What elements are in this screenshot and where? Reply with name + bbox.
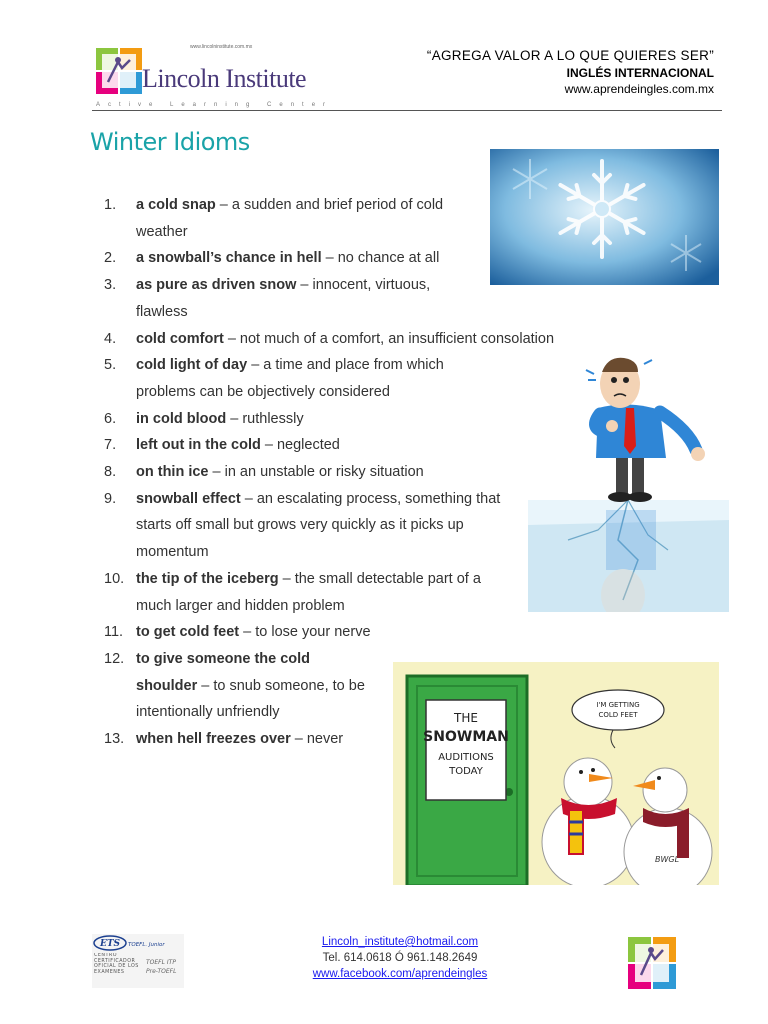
list-item bbox=[104, 432, 554, 459]
idiom-term: to get cold feet bbox=[136, 624, 240, 641]
item-number: 8. bbox=[104, 464, 117, 481]
subtitle: INGLÉS INTERNACIONAL bbox=[566, 66, 714, 80]
idiom-definition: – neglected bbox=[260, 437, 340, 454]
snowflake-icon bbox=[490, 149, 719, 285]
idiom-definition: starts off small but grows very quickly as it picks up bbox=[136, 517, 464, 534]
sign-text: AUDITIONS bbox=[438, 752, 494, 763]
idiom-term: when hell freezes over bbox=[136, 731, 291, 748]
idiom-term: a cold snap bbox=[136, 197, 216, 213]
item-number: 4. bbox=[104, 330, 117, 347]
item-number: 6. bbox=[104, 410, 117, 427]
item-number: 11. bbox=[104, 624, 124, 641]
ets-center-text: CENTRO CERTIFICADOR OFICIAL DE LOS EXAMENES bbox=[94, 953, 139, 975]
idiom-term: as pure as driven snow bbox=[136, 277, 297, 294]
item-number: 5. bbox=[104, 357, 117, 374]
facebook-link[interactable]: www.facebook.com/aprendeingles bbox=[312, 968, 488, 980]
idiom-term: in cold blood bbox=[136, 410, 227, 427]
phone-number: Tel. 614.0618 Ó 961.148.2649 bbox=[322, 952, 478, 964]
idiom-definition: – not much of a comfort, an insufficient consolation bbox=[223, 330, 555, 347]
item-number: 10. bbox=[104, 570, 125, 587]
idiom-term: the tip of the iceberg bbox=[136, 570, 279, 587]
list-item bbox=[104, 352, 554, 405]
idiom-term: to give someone the cold bbox=[136, 650, 311, 667]
list-item bbox=[104, 566, 554, 619]
footer-logo-icon bbox=[628, 937, 676, 989]
idiom-term: left out in the cold bbox=[136, 437, 261, 454]
idiom-definition: – the small detectable part of a bbox=[278, 570, 481, 587]
businessman-on-thin-ice-image bbox=[528, 350, 729, 612]
item-number: 1. bbox=[104, 197, 117, 213]
idiom-definition: – in an unstable or risky situation bbox=[208, 464, 424, 481]
idiom-definition: much larger and hidden problem bbox=[136, 597, 345, 614]
list-item bbox=[104, 192, 554, 245]
page-title: Winter Idioms bbox=[90, 128, 250, 156]
sign-text: THE bbox=[454, 711, 478, 725]
ets-pre: Pre-TOEFL bbox=[146, 968, 177, 975]
header-divider bbox=[92, 110, 722, 111]
idiom-term: shoulder bbox=[136, 677, 198, 694]
logo-tagline: Active Learning Center bbox=[96, 102, 334, 108]
sign-text: TODAY bbox=[449, 766, 483, 777]
list-item bbox=[104, 619, 554, 646]
idiom-definition: – an escalating process, something that bbox=[240, 490, 501, 507]
website-link[interactable]: www.aprendeingles.com.mx bbox=[564, 82, 714, 96]
idiom-definition: – ruthlessly bbox=[226, 410, 304, 427]
email-link[interactable]: Lincoln_institute@hotmail.com bbox=[321, 936, 479, 948]
snowman-cartoon-image bbox=[393, 662, 719, 885]
item-number: 13. bbox=[104, 731, 125, 748]
idiom-definition: – to lose your nerve bbox=[239, 624, 371, 641]
logo-name: Lincoln Institute bbox=[142, 64, 307, 93]
item-number: 12. bbox=[104, 650, 125, 667]
idiom-definition: momentum bbox=[136, 544, 209, 561]
logo-url: www.lincolninstitute.com.mx bbox=[190, 44, 253, 50]
idiom-term: cold light of day bbox=[136, 357, 248, 374]
idiom-term: on thin ice bbox=[136, 464, 209, 481]
ets-itp: TOEFL ITP bbox=[146, 959, 176, 966]
lincoln-institute-logo bbox=[96, 44, 334, 110]
ets-junior: TOEFL. Junior bbox=[128, 942, 165, 948]
slogan: “AGREGA VALOR A LO QUE QUIERES SER” bbox=[426, 48, 714, 63]
item-number: 3. bbox=[104, 277, 117, 294]
idiom-term: a snowball’s chance in hell bbox=[136, 250, 322, 267]
idiom-definition: – no chance at all bbox=[321, 250, 440, 267]
idiom-definition: problems can be objectively considered bbox=[136, 383, 390, 400]
contact-info bbox=[290, 934, 510, 982]
list-item bbox=[104, 406, 554, 433]
worried-man-icon bbox=[528, 350, 729, 612]
idiom-definition: – never bbox=[290, 731, 344, 748]
idiom-definition: – a time and place from which bbox=[247, 357, 444, 374]
ets-brand: ETS bbox=[99, 939, 121, 949]
idiom-definition: weather bbox=[136, 223, 188, 240]
idiom-definition: flawless bbox=[136, 303, 188, 320]
list-item bbox=[104, 245, 554, 272]
idiom-definition: – to snub someone, to be bbox=[197, 677, 365, 694]
item-number: 7. bbox=[104, 437, 117, 454]
idiom-definition: – a sudden and brief period of cold bbox=[215, 197, 444, 213]
idiom-term: snowball effect bbox=[136, 490, 241, 507]
item-number: 2. bbox=[104, 250, 117, 267]
list-item bbox=[104, 459, 554, 486]
item-number: 9. bbox=[104, 490, 117, 507]
idiom-definition: – innocent, virtuous, bbox=[296, 277, 431, 294]
logo-tiles-icon bbox=[96, 48, 142, 94]
snowflake-image bbox=[490, 149, 719, 285]
list-item bbox=[104, 326, 554, 353]
list-item bbox=[104, 486, 554, 566]
ets-logo-icon bbox=[92, 934, 184, 988]
cartoon-signature: BWGL bbox=[655, 855, 680, 864]
snowman-cartoon-icon bbox=[393, 662, 719, 885]
list-item bbox=[104, 272, 554, 325]
ets-toefl-logo bbox=[92, 934, 184, 988]
bubble-text: I'M GETTING bbox=[596, 701, 640, 709]
bubble-text: COLD FEET bbox=[598, 711, 638, 719]
idiom-term: cold comfort bbox=[136, 330, 224, 347]
sign-text: SNOWMAN bbox=[423, 729, 509, 745]
idiom-definition: intentionally unfriendly bbox=[136, 704, 280, 721]
